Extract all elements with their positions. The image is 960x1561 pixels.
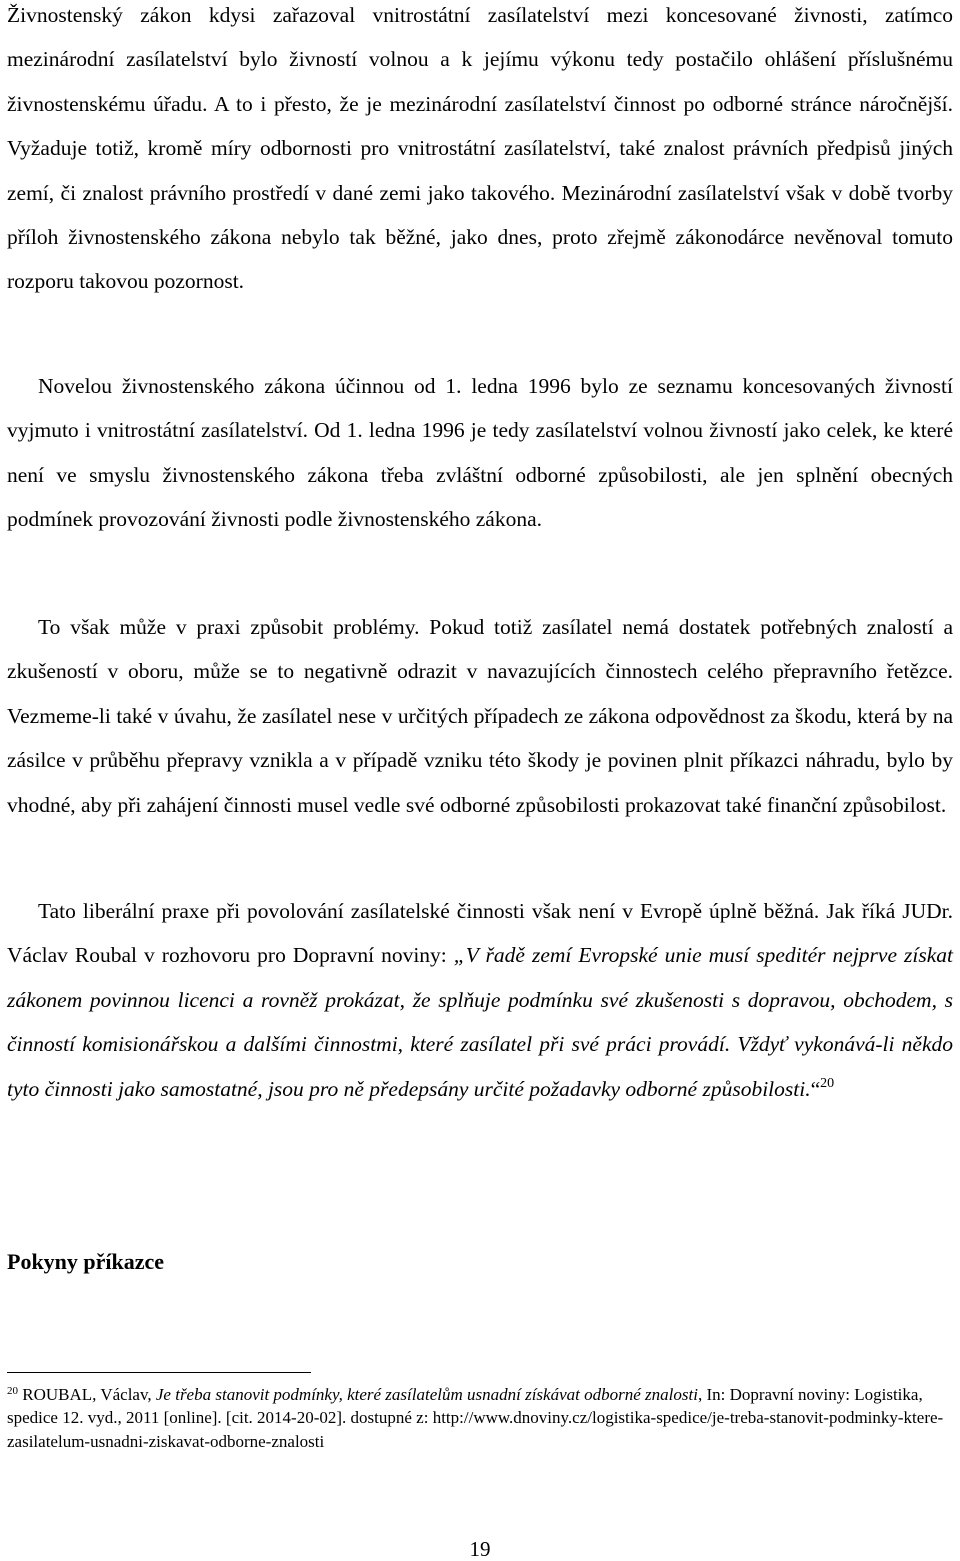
paragraph-4: [7, 889, 953, 1111]
footnote-separator: [7, 1372, 311, 1373]
section-heading: Pokyny příkazce: [7, 1249, 165, 1274]
footnote-title: Je třeba stanovit podmínky, které zasílatelům usnadní získávat odborné znalosti: [155, 1385, 698, 1404]
paragraph-2: Novelou živnostenského zákona účinnou od 1. ledna 1996 bylo ze seznamu koncesovaných živností vyjmuto i vnitrostátní zasílatelství. Od 1. ledna 1996 je tedy zasílatelství volnou živností jako celek, ke které není ve smyslu živnostenského zákona třeba zvláštní odborné způsobilosti, ale jen splnění obecných podmínek provozování živnosti podle živnostenského zákona.: [7, 374, 953, 532]
quotation: „V řadě zemí Evropské unie musí speditér nejprve získat zákonem povinnou licenci a rovněž prokázat, že splňuje podmínku své zkušenosti s dopravou, obchodem, s činností komisionářskou a dalšími činnostmi, které zasílatel při své práci provádí. Vždyť vykonává-li někdo tyto činnosti jako samostatné, jsou pro ně předepsány určité požadavky odborné způsobilosti.: [7, 943, 954, 1101]
footnote-number: 20: [7, 1385, 18, 1397]
paragraph-3: To však může v praxi způsobit problémy. Pokud totiž zasílatel nemá dostatek potřebných znalostí a zkušeností v oboru, může se to negativně odrazit v navazujících činnostech celého přepravního řetězce. Vezmeme-li také v úvahu, že zasílatel nese v určitých případech ze zákona odpovědnost za škodu, která by na zásilce v průběhu přepravy vznikla a v případě vzniku této škody je povinen plnit příkazci náhradu, bylo by vhodné, aby při zahájení činnosti musel vedle své odborné způsobilosti prokazovat také finanční způsobilost.: [7, 615, 953, 817]
footnote-author: ROUBAL, Václav,: [18, 1385, 156, 1404]
paragraph-4-text: Tato liberální praxe při povolování zasílatelské činnosti však není v Evropě úplně běžná. Jak říká JUDr. Václav Roubal v rozhovoru pro Dopravní noviny:: [7, 899, 953, 968]
footnote-reference: 20: [820, 1075, 835, 1091]
paragraph-1: Živnostenský zákon kdysi zařazoval vnitrostátní zasílatelství mezi koncesované živnosti, zatímco mezinárodní zasílatelství bylo živností volnou a k jejímu výkonu tedy postačilo ohlášení příslušnému živnostenskému úřadu. A to i přesto, že je mezinárodní zasílatelství činnost po odborné stránce náročnější. Vyžaduje totiž, kromě míry odbornosti pro vnitrostátní zasílatelství, také znalost právních předpisů jiných zemí, či znalost právního prostředí v dané zemi jako takového. Mezinárodní zasílatelství však v době tvorby příloh živnostenského zákona nebylo tak běžné, jako dnes, proto zřejmě zákonodárce nevěnoval tomuto rozporu takovou pozornost.: [7, 3, 953, 294]
page-number: 19: [469, 1537, 491, 1561]
quotation-close: “: [810, 1076, 821, 1101]
footnote-source: , In: Dopravní noviny: Logistika, spedice 12. vyd., 2011 [online]. [cit. 2014-20-02]. dostupné z: http://www.dnoviny.cz/logistika-spedice/je-treba-stanovit-podminky-ktere-zasilatelum-usnadni-ziskavat-odborne-znalosti: [7, 1385, 944, 1451]
footnote: [7, 1383, 953, 1453]
